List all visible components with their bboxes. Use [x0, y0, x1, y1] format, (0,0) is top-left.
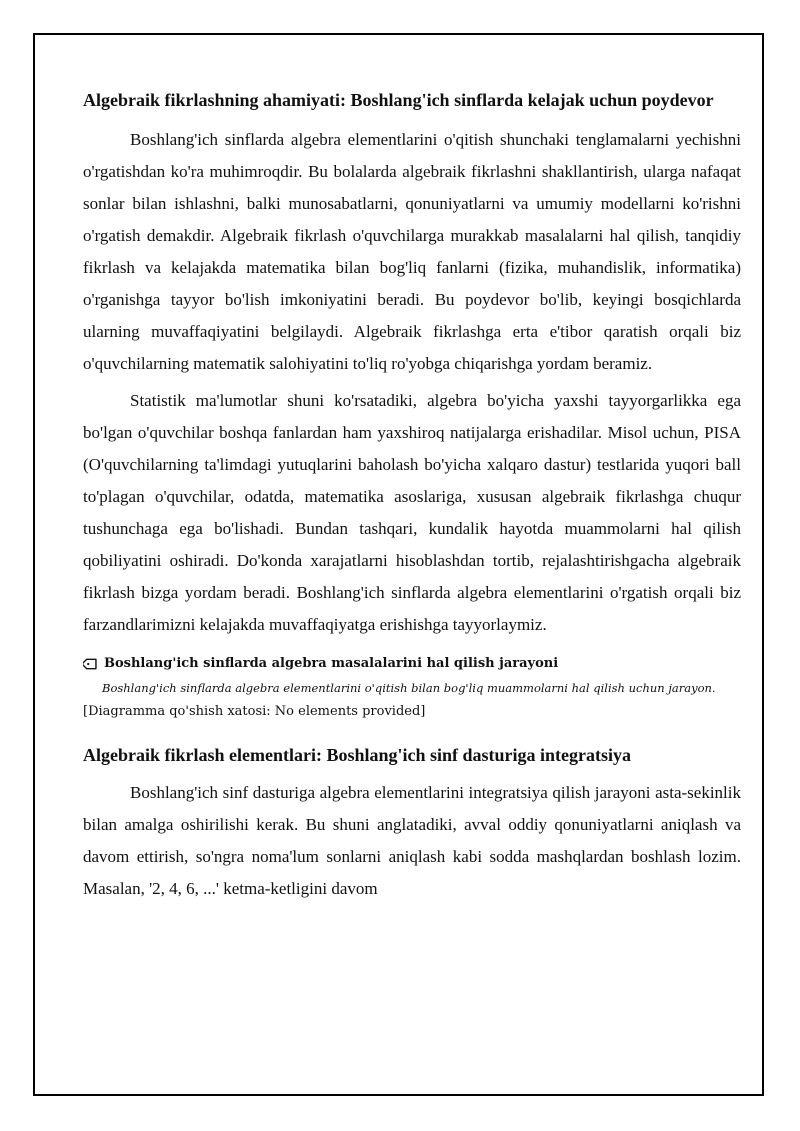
diagram-error-message: [Diagramma qo'shish xatosi: No elements provided]	[83, 704, 426, 719]
body-paragraph: Boshlang'ich sinf dasturiga algebra elementlarini integratsiya qilish jarayoni asta-sekinlik bilan amalga oshirilishi kerak. Bu shuni anglatadiki, avval oddiy qonuniyatlarni aniqlash va davom ettirish, so'ngra noma'lum sonlarni aniqlash kabi sodda mashqlardan boshlash lozim. Masalan, '2, 4, 6, ...' ketma-ketligini davom	[83, 783, 741, 898]
diagram-caption: Boshlang'ich sinflarda algebra elementlarini o'qitish bilan bog'liq muammolarni hal qilish uchun jarayon.	[102, 681, 716, 695]
diagram-title-text: Boshlang'ich sinflarda algebra masalalarini hal qilish jarayoni	[104, 656, 559, 671]
section-heading: Algebraik fikrlashning ahamiyati: Boshlang'ich sinflarda kelajak uchun poydevor	[83, 90, 714, 110]
body-paragraph: Boshlang'ich sinflarda algebra elementlarini o'qitish shunchaki tenglamalarni yechishni o'rgatishdan ko'ra muhimroqdir. Bu bolalarda algebraik fikrlashni shakllantirish, ularga nafaqat sonlar bilan ishlashni, balki munosabatlarni, qonuniyatlarni va umumiy modellarni ko'rishni o'rgatish demakdir. Algebraik fikrlash o'quvchilarga murakkab masalalarni hal qilish, tanqidiy fikrlash va kelajakda matematika bilan bog'liq fanlarni (fizika, muhandislik, informatika) o'rganishga tayyor bo'lish imkoniyatini beradi. Bu poydevor bo'lib, keyingi bosqichlarda ularning muvaffaqiyatini belgilaydi. Algebraik fikrlashga erta e'tibor qaratish orqali biz o'quvchilarning matematik salohiyatini to'liq ro'yobga chiqarishga yordam beramiz.	[83, 130, 741, 373]
tag-icon	[83, 656, 99, 672]
diagram-title	[83, 655, 741, 673]
section-heading: Algebraik fikrlash elementlari: Boshlang'ich sinf dasturiga integratsiya	[83, 745, 632, 765]
document-body	[83, 88, 741, 905]
body-paragraph: Statistik ma'lumotlar shuni ko'rsatadiki, algebra bo'yicha yaxshi tayyorgarlikka ega bo'lgan o'quvchilar boshqa fanlardan ham yaxshiroq natijalarga erishadilar. Misol uchun, PISA (O'quvchilarning ta'limdagi yutuqlarini baholash bo'yicha xalqaro dastur) testlarida yuqori ball to'plagan o'quvchilar, odatda, matematika asoslariga, xususan algebraik fikrlashga chuqur tushunchaga ega bo'lishadi. Bundan tashqari, kundalik hayotda muammolarni hal qilish qobiliyatini oshiradi. Do'konda xarajatlarni hisoblashdan tortib, rejalashtirishgacha algebraik fikrlash bizga yordam beradi. Boshlang'ich sinflarda algebra elementlarini o'rgatish orqali biz farzandlarimizni kelajakda muvaffaqiyatga erishishga tayyorlaymiz.	[83, 391, 741, 634]
